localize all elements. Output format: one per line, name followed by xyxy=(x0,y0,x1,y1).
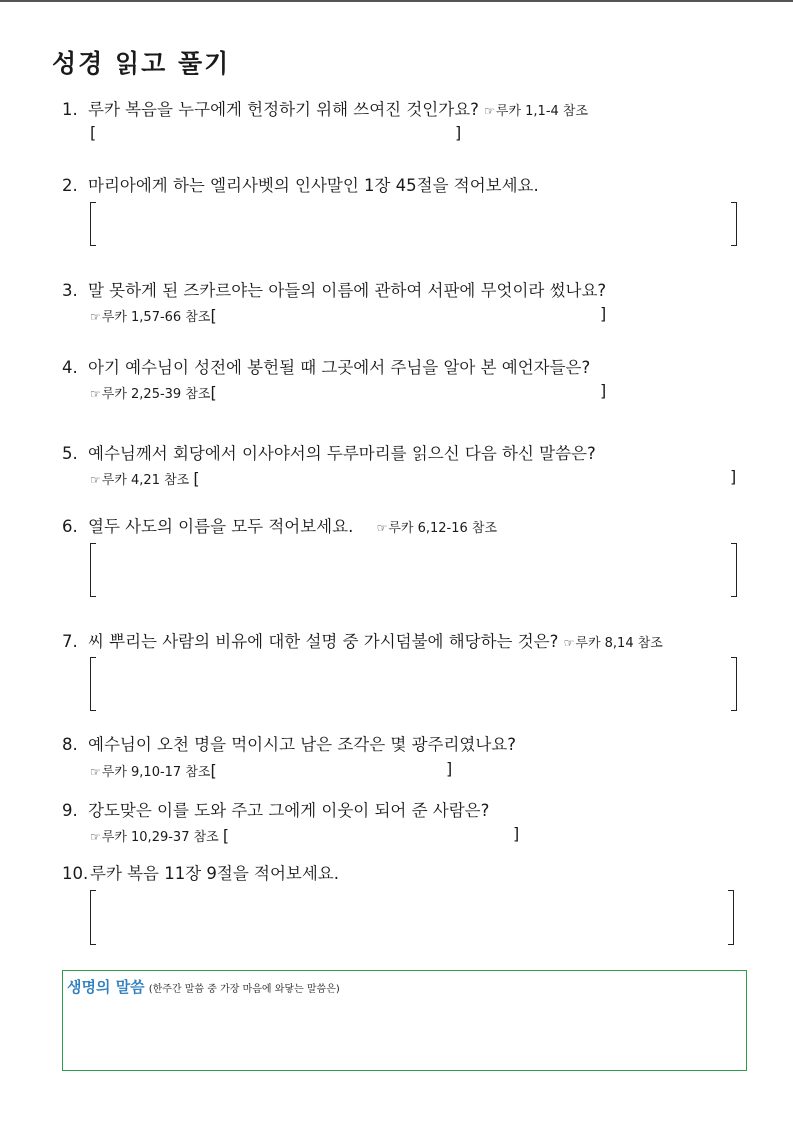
answer-field-10[interactable] xyxy=(100,891,725,944)
question-4 xyxy=(62,354,590,378)
answer-field-5[interactable] xyxy=(225,470,725,488)
reference: ☞루카 10,29-37 참조 [ xyxy=(90,826,230,845)
reference: ☞루카 8,14 참조 xyxy=(563,636,663,651)
question-text: 아기 예수님이 성전에 봉헌될 때 그곳에서 주님을 알아 본 예언자들은? xyxy=(88,358,591,377)
question-number: 10. xyxy=(62,864,89,883)
question-number: 9. xyxy=(62,801,78,820)
question-2 xyxy=(62,172,539,196)
life-word-subtitle: (한주간 말씀 중 가장 마음에 와닿는 말씀은) xyxy=(148,984,340,995)
answer-bracket-open xyxy=(90,657,96,711)
pointing-hand-icon: ☞ xyxy=(563,636,575,650)
answer-field-8[interactable] xyxy=(240,761,440,779)
answer-bracket-close xyxy=(731,657,737,711)
life-word-header xyxy=(67,976,340,997)
answer-bracket-close xyxy=(731,543,737,597)
answer-field-6[interactable] xyxy=(100,544,725,596)
question-10 xyxy=(62,860,339,884)
question-9 xyxy=(62,797,489,821)
life-word-title: 생명의 말씀 xyxy=(67,978,145,996)
question-text: 강도맞은 이를 도와 주고 그에게 이웃이 되어 준 사람은? xyxy=(88,801,490,820)
page-title: 성경 읽고 풀기 xyxy=(52,49,231,78)
answer-bracket-open xyxy=(90,890,96,945)
question-text: 루카 복음 11장 9절을 적어보세요. xyxy=(90,864,339,883)
answer-field-7[interactable] xyxy=(100,658,725,710)
question-number: 3. xyxy=(62,281,78,300)
reference: ☞루카 1,1-4 참조 xyxy=(484,104,589,119)
question-text: 예수님께서 회당에서 이사야서의 두루마리를 읽으신 다음 하신 말씀은? xyxy=(88,444,596,463)
question-text: 루카 복음을 누구에게 헌정하기 위해 쓰여진 것인가요? xyxy=(88,100,479,119)
answer-bracket-open xyxy=(90,543,96,597)
answer-bracket-close: ] xyxy=(455,123,462,142)
answer-field-1[interactable] xyxy=(100,126,450,144)
pointing-hand-icon: ☞ xyxy=(90,765,101,779)
question-6 xyxy=(62,513,497,537)
answer-bracket-close: ] xyxy=(446,759,453,778)
reference: ☞루카 4,21 참조 [ xyxy=(90,469,200,488)
answer-bracket-close xyxy=(728,890,734,945)
question-3 xyxy=(62,277,606,301)
answer-bracket-close: ] xyxy=(730,467,737,486)
question-number: 8. xyxy=(62,735,78,754)
answer-field-4[interactable] xyxy=(240,383,595,401)
question-text: 열두 사도의 이름을 모두 적어보세요. xyxy=(88,517,354,536)
top-rule xyxy=(0,0,793,2)
pointing-hand-icon: ☞ xyxy=(376,521,388,535)
pointing-hand-icon: ☞ xyxy=(90,830,101,844)
question-number: 1. xyxy=(62,100,78,119)
answer-field-9[interactable] xyxy=(255,826,510,844)
question-number: 7. xyxy=(62,632,78,651)
answer-field-2[interactable] xyxy=(100,203,725,245)
reference: ☞루카 2,25-39 참조[ xyxy=(90,383,217,402)
question-7 xyxy=(62,628,663,652)
answer-bracket-close: ] xyxy=(513,824,520,843)
question-text: 예수님이 오천 명을 먹이시고 남은 조각은 몇 광주리였나요? xyxy=(88,735,517,754)
pointing-hand-icon: ☞ xyxy=(90,310,101,324)
answer-bracket-close: ] xyxy=(600,381,607,400)
answer-field-3[interactable] xyxy=(240,306,595,324)
answer-bracket-open xyxy=(90,202,96,246)
answer-bracket-open: [ xyxy=(90,123,97,142)
pointing-hand-icon: ☞ xyxy=(90,387,101,401)
answer-bracket-close xyxy=(731,202,737,246)
question-number: 2. xyxy=(62,176,78,195)
question-5 xyxy=(62,440,596,464)
question-1 xyxy=(62,96,588,120)
pointing-hand-icon: ☞ xyxy=(484,104,495,118)
question-number: 4. xyxy=(62,358,78,377)
question-text: 말 못하게 된 즈카르야는 아들의 이름에 관하여 서판에 무엇이라 썼나요? xyxy=(88,281,607,300)
reference: ☞루카 6,12-16 참조 xyxy=(376,521,498,536)
life-word-box[interactable] xyxy=(62,970,747,1071)
question-text: 씨 뿌리는 사람의 비유에 대한 설명 중 가시덤불에 해당하는 것은? xyxy=(88,632,559,651)
pointing-hand-icon: ☞ xyxy=(90,473,101,487)
question-number: 5. xyxy=(62,444,78,463)
question-number: 6. xyxy=(62,517,78,536)
reference: ☞루카 9,10-17 참조[ xyxy=(90,761,217,780)
answer-bracket-close: ] xyxy=(600,304,607,323)
reference: ☞루카 1,57-66 참조[ xyxy=(90,306,217,325)
question-8 xyxy=(62,731,516,755)
question-text: 마리아에게 하는 엘리사벳의 인사말인 1장 45절을 적어보세요. xyxy=(88,176,539,195)
